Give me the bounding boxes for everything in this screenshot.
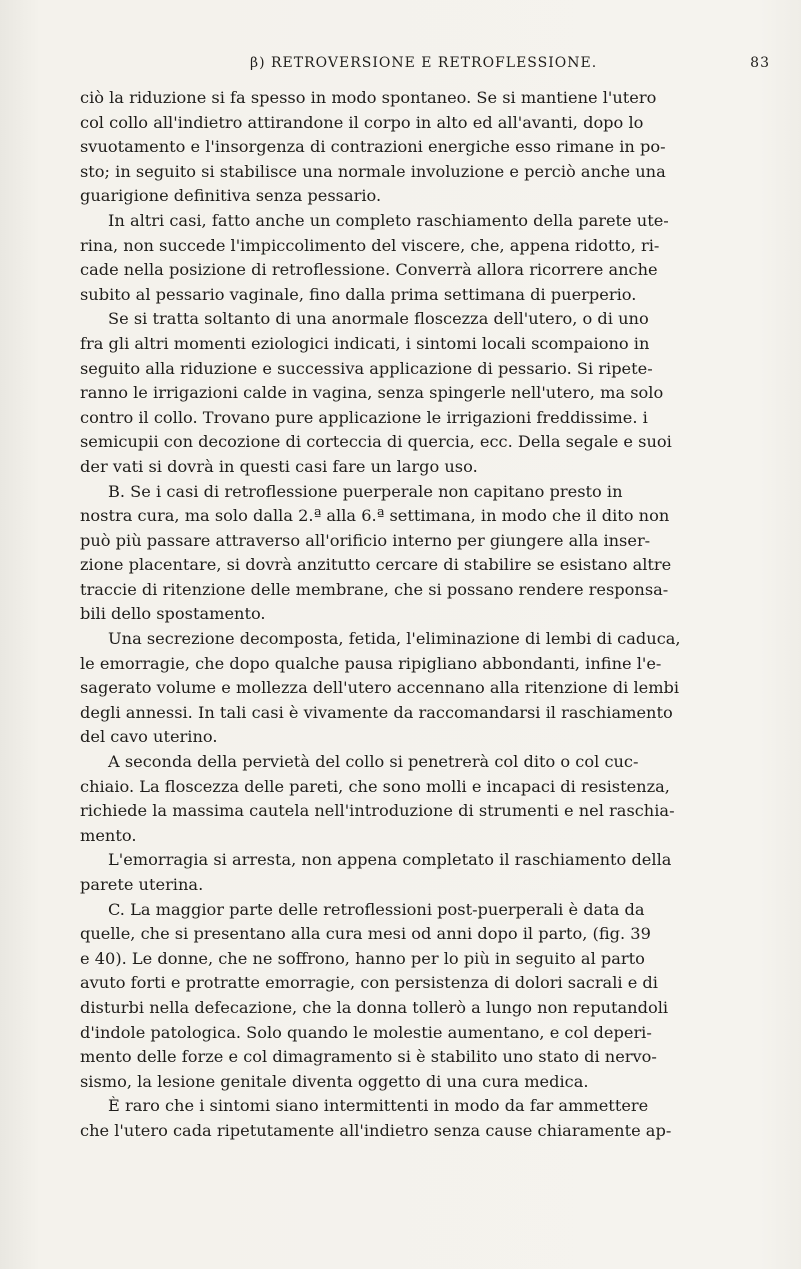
paragraph: Se si tratta soltanto di una anormale floscezza dell'utero, o di uno fra gli altri momenti eziologici indicati, i sintomi locali scompaiono in seguito alla riduzione e successiva applicazione di pessario. Si ripete- ranno le irrigazioni calde in vagina, senza spingerle nell'utero, ma solo contro il collo. Trovano pure applicazione le irrigazioni freddissime. i semicupii con decozione di corteccia di quercia, ecc. Della segale e suoi der vati si dovrà in questi casi fare un largo uso.	[80, 309, 672, 476]
paragraph: In altri casi, fatto anche un completo raschiamento della parete ute- rina, non succede l'impiccolimento del viscere, che, appena ridotto, ri- cade nella posizione di retroflessione. Converrà allora ricorrere anche subito al pessario vaginale, fino dalla prima settimana di puerperio.	[80, 210, 669, 304]
paragraph: È raro che i sintomi siano intermittenti in modo da far ammettere che l'utero cada ripetutamente all'indietro senza cause chiaramente ap-	[80, 1096, 672, 1140]
page-number: 83	[750, 55, 770, 71]
body-text	[80, 86, 770, 1144]
paragraph: A seconda della pervietà del collo si penetrerà col dito o col cuc- chiaio. La floscezza delle pareti, che sono molli e incapaci di resistenza, richiede la massima cautela nell'introduzione di strumenti e nel raschia- mento.	[80, 752, 675, 845]
paragraph: C. La maggior parte delle retroflessioni post-puerperali è data da quelle, che si presentano alla cura mesi od anni dopo il parto, (fig. 39 e 40). Le donne, che ne soffrono, hanno per lo più in seguito al parto avuto forti e protratte emorragie, con persistenza di dolori sacrali e di disturbi nella defecazione, che la donna tollerò a lungo non reputandoli d'indole patologica. Solo quando le molestie aumentano, e col deperi- mento delle forze e col dimagramento si è stabilito uno stato di nervo- sismo, la lesione genitale diventa oggetto di una cura medica.	[80, 899, 669, 1091]
paragraph: B. Se i casi di retroflessione puerperale non capitano presto in nostra cura, ma solo dalla 2.ª alla 6.ª settimana, in modo che il dito non può più passare attraverso all'orificio interno per giungere alla inser- zione placentare, si dovrà anzitutto cercare di stabilire se esistano altre traccie di ritenzione delle membrane, che si possano rendere responsa- bili dello spostamento.	[80, 481, 672, 624]
paragraph: ciò la riduzione si fa spesso in modo spontaneo. Se si mantiene l'utero col collo all'indietro attirandone il corpo in alto ed all'avanti, dopo lo svuotamento e l'insorgenza di contrazioni energiche esso rimane in po- sto; in seguito si stabilisce una normale involuzione e perciò anche una guarigione definitiva senza pessario.	[80, 88, 666, 206]
paragraph: Una secrezione decomposta, fetida, l'eliminazione di lembi di caduca, le emorragie, che dopo qualche pausa ripigliano abbondanti, infine l'e- sagerato volume e mollezza dell'utero accennano alla ritenzione di lembi degli annessi. In tali casi è vivamente da raccomandarsi il raschiamento del cavo uterino.	[80, 629, 681, 747]
header-title: β) RETROVERSIONE E RETROFLESSIONE.	[250, 55, 598, 71]
paragraph: L'emorragia si arresta, non appena completato il raschiamento della parete uterina.	[80, 850, 672, 894]
running-header	[80, 55, 770, 77]
